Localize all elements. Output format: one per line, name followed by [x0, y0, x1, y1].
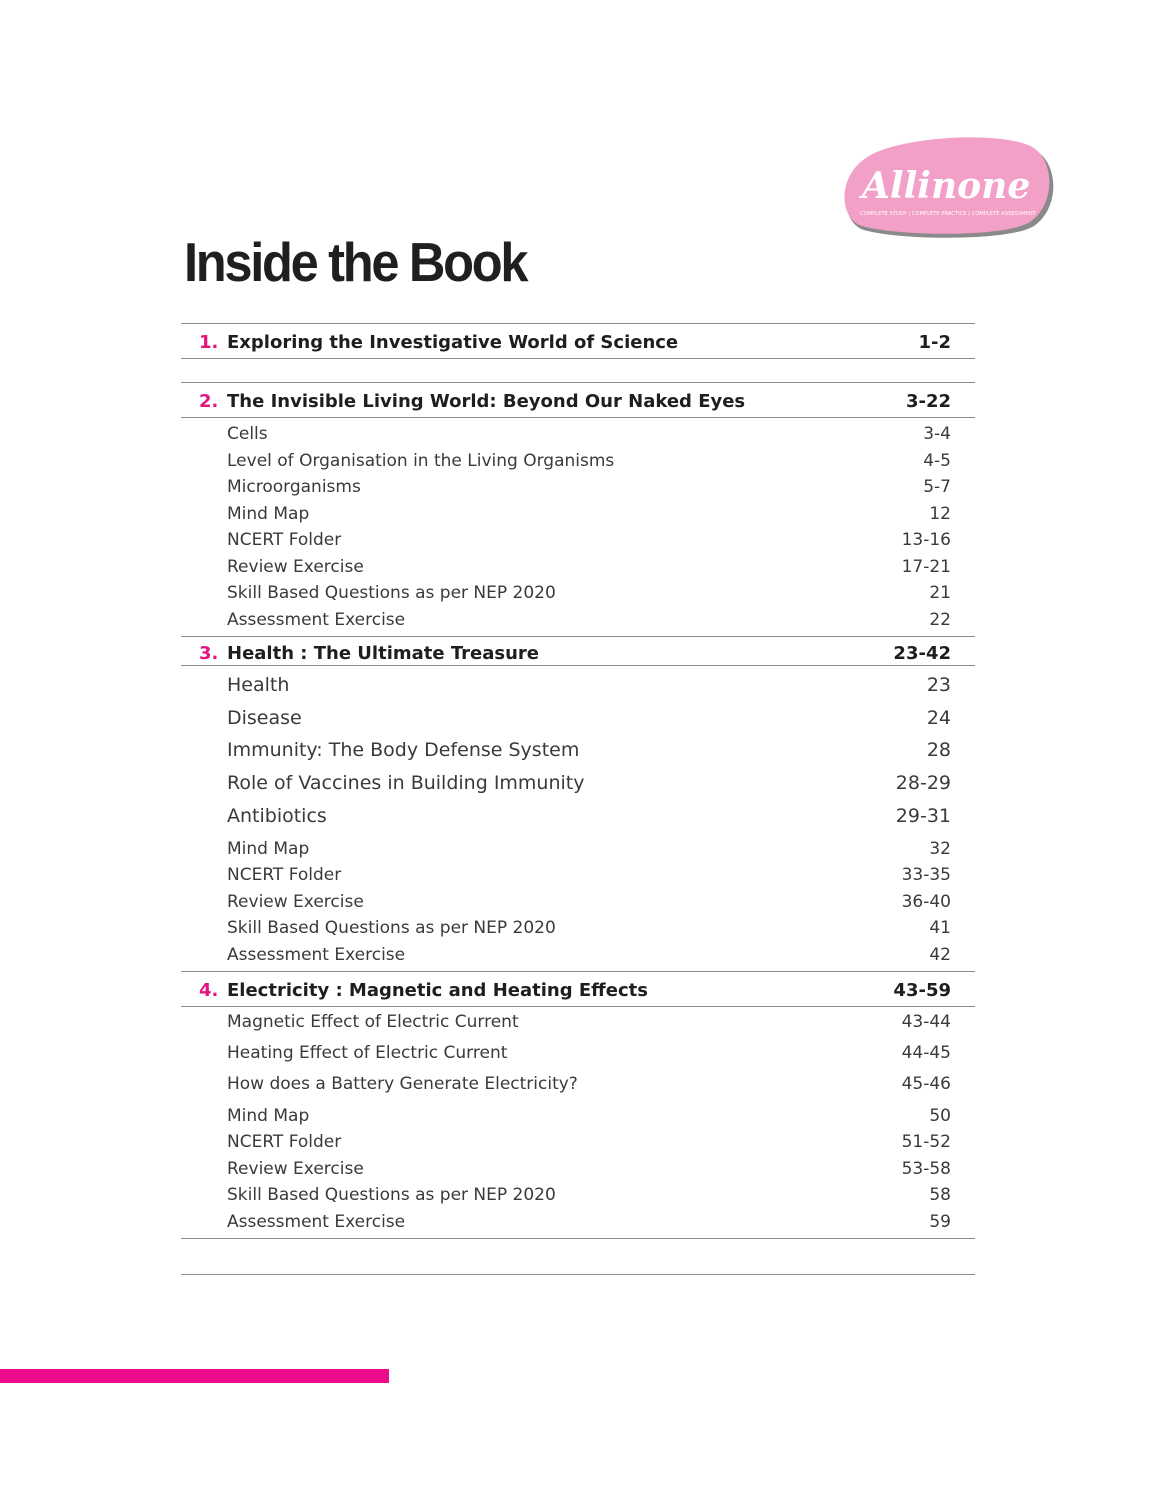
topic-pages: 28 [926, 739, 951, 761]
allinone-logo [838, 134, 1056, 240]
topic-pages: 13-16 [901, 530, 951, 550]
topic-row[interactable] [227, 1159, 951, 1183]
topic-pages: 29-31 [895, 805, 951, 827]
topic-title: Skill Based Questions as per NEP 2020 [227, 1185, 556, 1205]
chapter-row[interactable] [181, 973, 975, 1007]
topic-row[interactable] [227, 865, 951, 889]
topic-title: Assessment Exercise [227, 1212, 406, 1232]
divider [181, 417, 975, 418]
topic-row[interactable] [227, 1106, 951, 1130]
topic-pages: 53-58 [901, 1159, 951, 1179]
topic-pages: 21 [929, 583, 951, 603]
topic-row[interactable] [227, 477, 951, 501]
topic-pages: 43-44 [901, 1012, 951, 1032]
topic-pages: 36-40 [901, 892, 951, 912]
topic-title: Mind Map [227, 1106, 310, 1126]
topic-row[interactable] [227, 739, 951, 765]
topic-title: Review Exercise [227, 892, 364, 912]
topic-pages: 4-5 [923, 451, 951, 471]
divider [181, 323, 975, 324]
topic-pages: 33-35 [901, 865, 951, 885]
topic-row[interactable] [227, 451, 951, 475]
topic-row[interactable] [227, 504, 951, 528]
chapter-pages: 3-22 [905, 391, 951, 412]
topic-row[interactable] [227, 424, 951, 448]
logo-tagline: COMPLETE STUDY | COMPLETE PRACTICE | COMPLETE ASSESSMENT [860, 211, 1036, 217]
topic-title: Review Exercise [227, 1159, 364, 1179]
topic-row[interactable] [227, 583, 951, 607]
topic-row[interactable] [227, 892, 951, 916]
topic-pages: 22 [929, 610, 951, 630]
topic-row[interactable] [227, 1012, 951, 1036]
topic-row[interactable] [227, 1043, 951, 1067]
topic-pages: 59 [929, 1212, 951, 1232]
divider [181, 382, 975, 383]
topic-pages: 32 [929, 839, 951, 859]
logo-wordmark: Allinone [862, 165, 1031, 207]
chapter-row[interactable] [181, 384, 975, 418]
topic-row[interactable] [227, 805, 951, 831]
chapter-pages: 43-59 [893, 980, 951, 1001]
topic-title: Level of Organisation in the Living Organisms [227, 451, 615, 471]
topic-pages: 50 [929, 1106, 951, 1126]
divider [181, 665, 975, 666]
topic-title: NCERT Folder [227, 1132, 342, 1152]
topic-row[interactable] [227, 1212, 951, 1236]
topic-row[interactable] [227, 674, 951, 700]
topic-title: Heating Effect of Electric Current [227, 1043, 508, 1063]
chapter-pages: 1-2 [918, 332, 951, 353]
topic-title: Magnetic Effect of Electric Current [227, 1012, 519, 1032]
chapter-number: 2. [199, 391, 219, 412]
topic-title: Cells [227, 424, 268, 444]
topic-title: How does a Battery Generate Electricity? [227, 1074, 578, 1094]
topic-pages: 3-4 [923, 424, 951, 444]
chapter-title: The Invisible Living World: Beyond Our Naked Eyes [227, 391, 746, 412]
chapter-pages: 23-42 [893, 643, 951, 664]
topic-title: Review Exercise [227, 557, 364, 577]
topic-pages: 45-46 [901, 1074, 951, 1094]
divider [181, 358, 975, 359]
topic-title: NCERT Folder [227, 530, 342, 550]
topic-title: Health [227, 674, 290, 696]
chapter-number: 3. [199, 643, 219, 664]
divider [181, 1006, 975, 1007]
topic-title: Microorganisms [227, 477, 361, 497]
topic-row[interactable] [227, 1185, 951, 1209]
chapter-row[interactable] [181, 325, 975, 359]
topic-row[interactable] [227, 1132, 951, 1156]
chapter-number: 1. [199, 332, 219, 353]
topic-title: Assessment Exercise [227, 610, 406, 630]
topic-title: NCERT Folder [227, 865, 342, 885]
topic-pages: 5-7 [923, 477, 951, 497]
topic-row[interactable] [227, 530, 951, 554]
topic-title: Mind Map [227, 839, 310, 859]
topic-row[interactable] [227, 1074, 951, 1098]
topic-title: Role of Vaccines in Building Immunity [227, 772, 585, 794]
divider [181, 1238, 975, 1239]
topic-title: Antibiotics [227, 805, 327, 827]
chapter-title: Electricity : Magnetic and Heating Effects [227, 980, 648, 1001]
topic-pages: 41 [929, 918, 951, 938]
topic-title: Skill Based Questions as per NEP 2020 [227, 583, 556, 603]
topic-row[interactable] [227, 610, 951, 634]
chapter-number: 4. [199, 980, 219, 1001]
topic-title: Assessment Exercise [227, 945, 406, 965]
divider [181, 1274, 975, 1275]
topic-title: Immunity: The Body Defense System [227, 739, 580, 761]
topic-pages: 51-52 [901, 1132, 951, 1152]
chapter-title: Health : The Ultimate Treasure [227, 643, 539, 664]
topic-row[interactable] [227, 945, 951, 969]
topic-pages: 42 [929, 945, 951, 965]
topic-row[interactable] [227, 557, 951, 581]
topic-title: Mind Map [227, 504, 310, 524]
topic-row[interactable] [227, 918, 951, 942]
page-title: Inside the Book [184, 231, 527, 293]
topic-row[interactable] [227, 839, 951, 863]
topic-pages: 28-29 [895, 772, 951, 794]
topic-pages: 17-21 [901, 557, 951, 577]
topic-row[interactable] [227, 772, 951, 798]
topic-title: Disease [227, 707, 302, 729]
topic-pages: 23 [926, 674, 951, 696]
topic-pages: 44-45 [901, 1043, 951, 1063]
topic-pages: 24 [926, 707, 951, 729]
topic-pages: 58 [929, 1185, 951, 1205]
topic-title: Skill Based Questions as per NEP 2020 [227, 918, 556, 938]
chapter-title: Exploring the Investigative World of Science [227, 332, 679, 353]
topic-row[interactable] [227, 707, 951, 733]
topic-pages: 12 [929, 504, 951, 524]
accent-bar [0, 1369, 389, 1383]
divider [181, 971, 975, 972]
